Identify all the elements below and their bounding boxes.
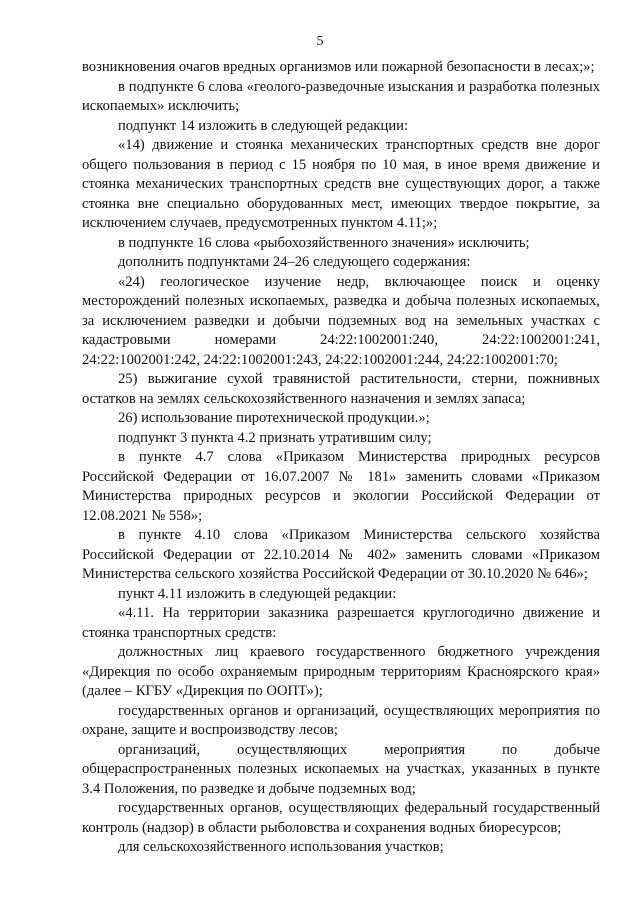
paragraph-p18: для сельскохозяйственного использования участков; [118,839,444,855]
paragraph-p15: государственных органов и организаций, осуществляющих мероприятия по охране, защите и воспроизводству лесов; [82,702,600,738]
paragraph-p17: государственных органов, осуществляющих федеральный государственный контроль (надзор) в области рыболовства и сохранения водных биоресурсов; [82,800,600,836]
page-number: 5 [316,34,324,49]
paragraph-p4: в подпункте 16 слова «рыбохозяйственного значения» исключить; [118,234,530,251]
paragraph-p7: 25) выжигание сухой травянистой растительности, стерни, пожнивных остатков на землях сельскохозяйственного назначения и землях запаса; [82,371,600,407]
paragraph-p9: подпункт 3 пункта 4.2 признать утратившим силу; [118,429,432,446]
document-body [82,58,600,858]
paragraph-p13: «4.11. На территории заказника разрешается круглогодично движение и стоянка транспортных средств: [82,605,600,641]
paragraph-p14: должностных лиц краевого государственного бюджетного учреждения «Дирекция по особо охраняемым природным территориям Красноярского края» (далее – КГБУ «Дирекция по ООПТ»); [82,644,600,699]
paragraph-p1: в подпункте 6 слова «геолого-разведочные изыскания и разработка полезных ископаемых» исключить; [82,78,600,114]
paragraph-p8: 26) использование пиротехнической продукции.»; [118,410,430,426]
paragraph-p16: организаций, осуществляющих мероприятия по добыче общераспространенных полезных ископаемых на участках, указанных в пункте 3.4 Положения, по разведке и добыче подземных вод; [82,741,600,797]
paragraph-p10: в пункте 4.7 слова «Приказом Министерства природных ресурсов Российской Федерации от 16.07.2007 № 181» заменить словами «Приказом Министерства природных ресурсов и экологии Российской Федерации от 12.08.2021 № 558»; [82,449,600,524]
paragraph-p11: в пункте 4.10 слова «Приказом Министерства сельского хозяйства Российской Федерации от 22.10.2014 № 402» заменить словами «Приказом Министерства сельского хозяйства Российской Федерации от 30.10.2020 № 646»; [82,527,600,582]
paragraph-p0: возникновения очагов вредных организмов или пожарной безопасности в лесах;»; [82,59,595,75]
paragraph-p2: подпункт 14 изложить в следующей редакции: [118,117,409,134]
paragraph-p12: пункт 4.11 изложить в следующей редакции: [118,585,397,602]
paragraph-p6: «24) геологическое изучение недр, включающее поиск и оценку месторождений полезных ископаемых, разведка и добыча полезных ископаемых, за исключением разведки и добычи подземных вод на земельных участках с кадастровыми номерами 24:22:1002001:240, 24:22:1002001:241, 24:22:1002001:242, 24:22:1002001:243, 24:22:1002001:244, 24:22:1002001:70; [82,273,600,368]
paragraph-p5: дополнить подпунктами 24–26 следующего содержания: [118,254,471,270]
paragraph-p3: «14) движение и стоянка механических транспортных средств вне дорог общего пользования в период с 15 ноября по 10 мая, в иное время движение и стоянка механических транспортных средств вне существующих дорог, а также стоянка вне специально оборудованных мест, имеющих твердое покрытие, за исключением случаев, предусмотренных пунктом 4.11;»; [82,137,600,231]
